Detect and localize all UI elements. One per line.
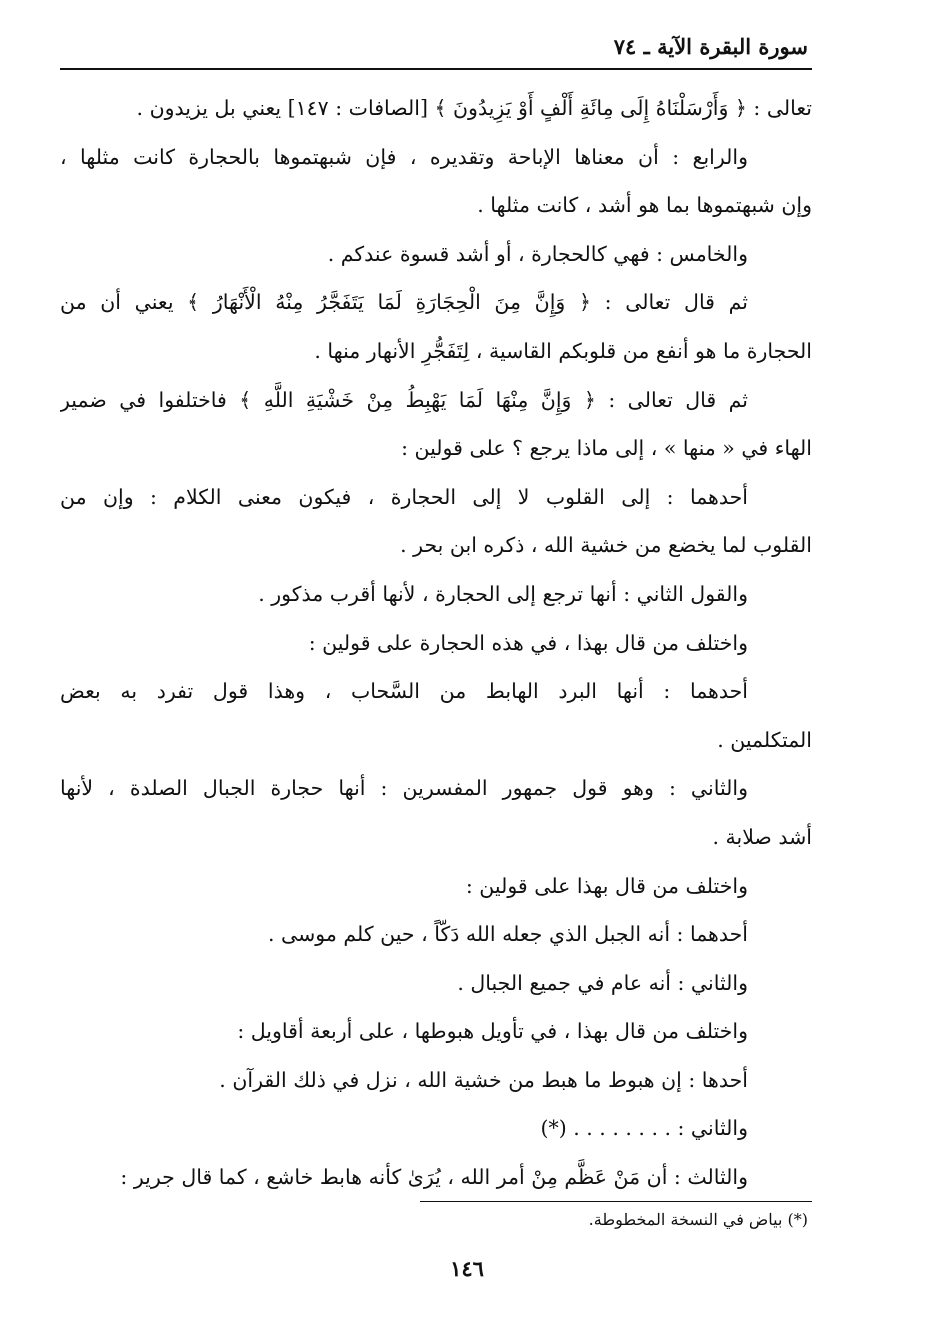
header-rule — [60, 68, 812, 70]
footnote: (*) بياض في النسخة المخطوطة. — [588, 1210, 808, 1229]
text-line: أحدهما : أنه الجبل الذي جعله الله دَكّاً ، حين كلم موسى . — [268, 922, 748, 947]
text-line: واختلف من قال بهذا على قولين : — [465, 873, 748, 898]
text-line: والقول الثاني : أنها ترجع إلى الحجارة ، لأنها أقرب مذكور . — [258, 581, 748, 606]
text-line: أشد صلابة . — [712, 824, 812, 849]
text-line: أحدهما : أنها البرد الهابط من السَّحاب ، وهذا قول تفرد به بعض — [60, 679, 748, 704]
text-line: وإن شبهتموها بما هو أشد ، كانت مثلها . — [477, 193, 812, 218]
text-line: الهاء في « منها » ، إلى ماذا يرجع ؟ على قولين : — [401, 436, 812, 461]
text-line: القلوب لما يخضع من خشية الله ، ذكره ابن بحر . — [400, 533, 812, 558]
text-line: أحدها : إن هبوط ما هبط من خشية الله ، نزل في ذلك القرآن . — [219, 1067, 748, 1092]
text-line: واختلف من قال بهذا ، في تأويل هبوطها ، على أربعة أقاويل : — [237, 1019, 748, 1044]
text-line: والثاني : . . . . . . . . (*) — [540, 1116, 748, 1141]
text-line: تعالى : ﴿ وَأَرْسَلْنَاهُ إِلَى مِائَةِ أَلْفٍ أَوْ يَزِيدُونَ ﴾ [الصافات : ١٤٧] يعني بل يزيدون . — [136, 96, 812, 120]
running-head: سورة البقرة الآية ـ ٧٤ — [613, 34, 808, 59]
text-line: والثالث : أن مَنْ عَظَّم مِنْ أمر الله ، يُرَىٰ كأنه هابط خاشع ، كما قال جرير : — [120, 1165, 748, 1190]
body-text — [60, 84, 812, 1202]
footnote-rule — [420, 1201, 812, 1202]
page-number: ١٤٦ — [450, 1256, 484, 1281]
text-line: والرابع : أن معناها الإباحة وتقديره ، فإن شبهتموها بالحجارة كانت مثلها ، — [60, 144, 748, 169]
text-line: والثاني : وهو قول جمهور المفسرين : أنها حجارة الجبال الصلدة ، لأنها — [60, 776, 748, 801]
text-line: ثم قال تعالى : ﴿ وَإِنَّ مِنْهَا لَمَا يَهْبِطُ مِنْ خَشْيَةِ اللَّهِ ﴾ فاختلفوا في ضمير — [60, 387, 748, 412]
text-line: المتكلمين . — [717, 727, 812, 752]
text-line: والخامس : فهي كالحجارة ، أو أشد قسوة عندكم . — [327, 241, 748, 266]
text-line: واختلف من قال بهذا ، في هذه الحجارة على قولين : — [308, 630, 748, 655]
text-line: ثم قال تعالى : ﴿ وَإِنَّ مِنَ الْحِجَارَةِ لَمَا يَتَفَجَّرُ مِنْهُ الْأَنْهَارُ ﴾ يعني أن من — [60, 290, 748, 315]
text-line: أحدهما : إلى القلوب لا إلى الحجارة ، فيكون معنى الكلام : وإن من — [60, 484, 748, 509]
text-line: الحجارة ما هو أنفع من قلوبكم القاسية ، لِتَفَجُّرِ الأنهار منها . — [314, 338, 812, 363]
text-line: والثاني : أنه عام في جميع الجبال . — [457, 970, 748, 995]
